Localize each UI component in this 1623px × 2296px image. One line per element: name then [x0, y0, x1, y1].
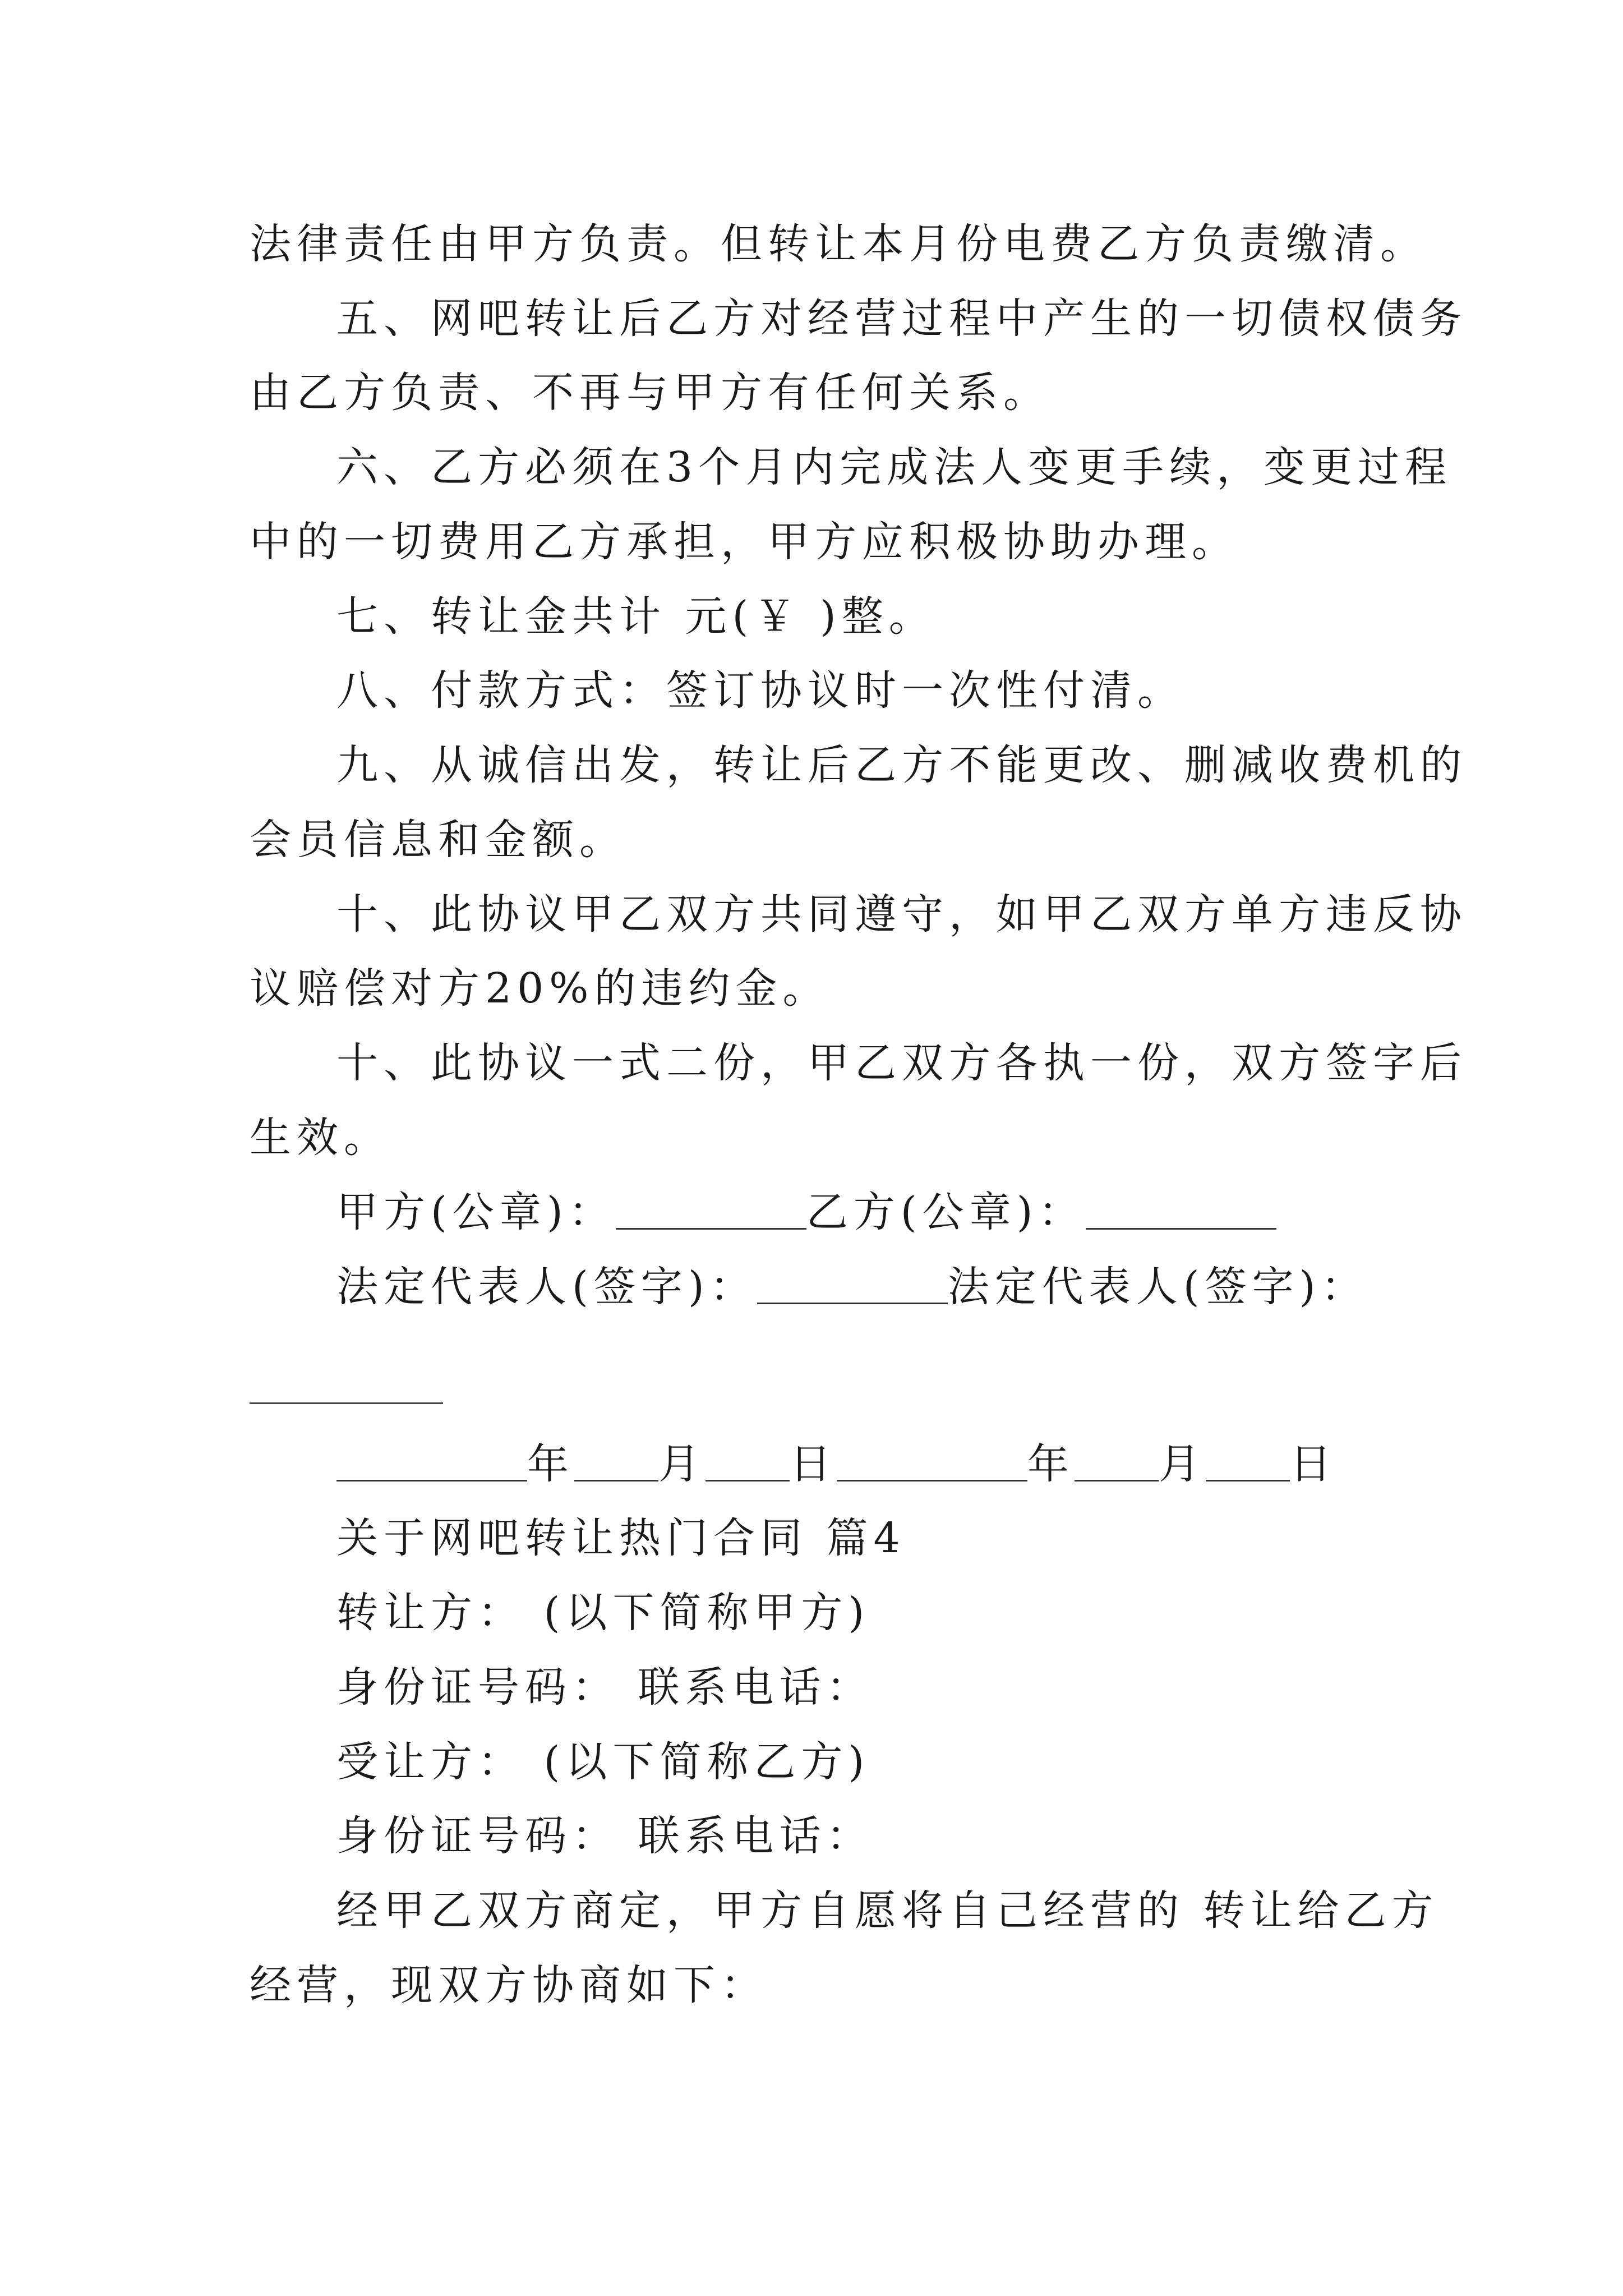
party-b-seal-label: 乙方(公章)：: [806, 1188, 1086, 1236]
clause-10-line-1: 十、此协议甲乙双方共同遵守，如甲乙双方单方违反协: [336, 890, 1467, 938]
rep-a-blank: [757, 1259, 948, 1304]
year-a-blank: [336, 1436, 527, 1481]
day-b-blank: [1206, 1436, 1290, 1481]
clause-9-line-2: 会员信息和金额。: [250, 816, 626, 864]
rep-b-blank: [250, 1402, 443, 1404]
day-a-blank: [706, 1436, 790, 1481]
clause-6-line-1: 六、乙方必须在3个月内完成法人变更手续，变更过程: [336, 443, 1453, 491]
section-4-title: 关于网吧转让热门合同 篇4: [336, 1514, 906, 1562]
party-a-seal-blank: [616, 1184, 806, 1230]
id-phone-b-line: 身份证号码： 联系电话：: [336, 1812, 874, 1860]
date-row: [336, 1436, 1337, 1492]
representative-row: [336, 1259, 1368, 1315]
month-b-label: 月: [1159, 1440, 1206, 1488]
year-b-blank: [837, 1436, 1027, 1481]
intro-line-2: 经营，现双方协商如下：: [250, 1961, 768, 2009]
party-a-seal-label: 甲方(公章)：: [336, 1188, 616, 1236]
rep-b-label: 法定代表人(签字)：: [947, 1263, 1368, 1311]
month-a-label: 月: [658, 1440, 706, 1488]
day-b-label: 日: [1290, 1440, 1337, 1488]
clause-9-line-1: 九、从诚信出发，转让后乙方不能更改、删减收费机的: [336, 741, 1467, 789]
day-a-label: 日: [790, 1440, 837, 1488]
intro-line-1: 经甲乙双方商定，甲方自愿将自己经营的 转让给乙方: [336, 1887, 1439, 1935]
clause-11-line-1: 十、此协议一式二份，甲乙双方各执一份，双方签字后: [336, 1039, 1467, 1087]
clause-10-line-2: 议赔偿对方20%的违约金。: [250, 964, 830, 1013]
year-a-label: 年: [527, 1440, 574, 1488]
clause-7: 七、转让金共计 元(￥ )整。: [336, 592, 936, 641]
id-phone-a-line: 身份证号码： 联系电话：: [336, 1663, 874, 1711]
clause-text-line: 法律责任由甲方负责。但转让本月份电费乙方负责缴清。: [250, 220, 1427, 268]
clause-5-line-2: 由乙方负责、不再与甲方有任何关系。: [250, 369, 1050, 417]
clause-8: 八、付款方式：签订协议时一次性付清。: [336, 666, 1184, 715]
seal-row: [336, 1184, 1276, 1240]
transferee-line: 受让方： (以下简称乙方): [336, 1738, 870, 1786]
clause-6-line-2: 中的一切费用乙方承担，甲方应积极协助办理。: [250, 518, 1239, 566]
year-b-label: 年: [1027, 1440, 1075, 1488]
clause-11-line-2: 生效。: [250, 1114, 391, 1162]
transferor-line: 转让方： (以下简称甲方): [336, 1589, 870, 1637]
month-b-blank: [1075, 1436, 1159, 1481]
month-a-blank: [574, 1436, 658, 1481]
party-b-seal-blank: [1086, 1184, 1276, 1230]
clause-5-line-1: 五、网吧转让后乙方对经营过程中产生的一切债权债务: [336, 295, 1467, 343]
rep-a-label: 法定代表人(签字)：: [336, 1263, 757, 1311]
